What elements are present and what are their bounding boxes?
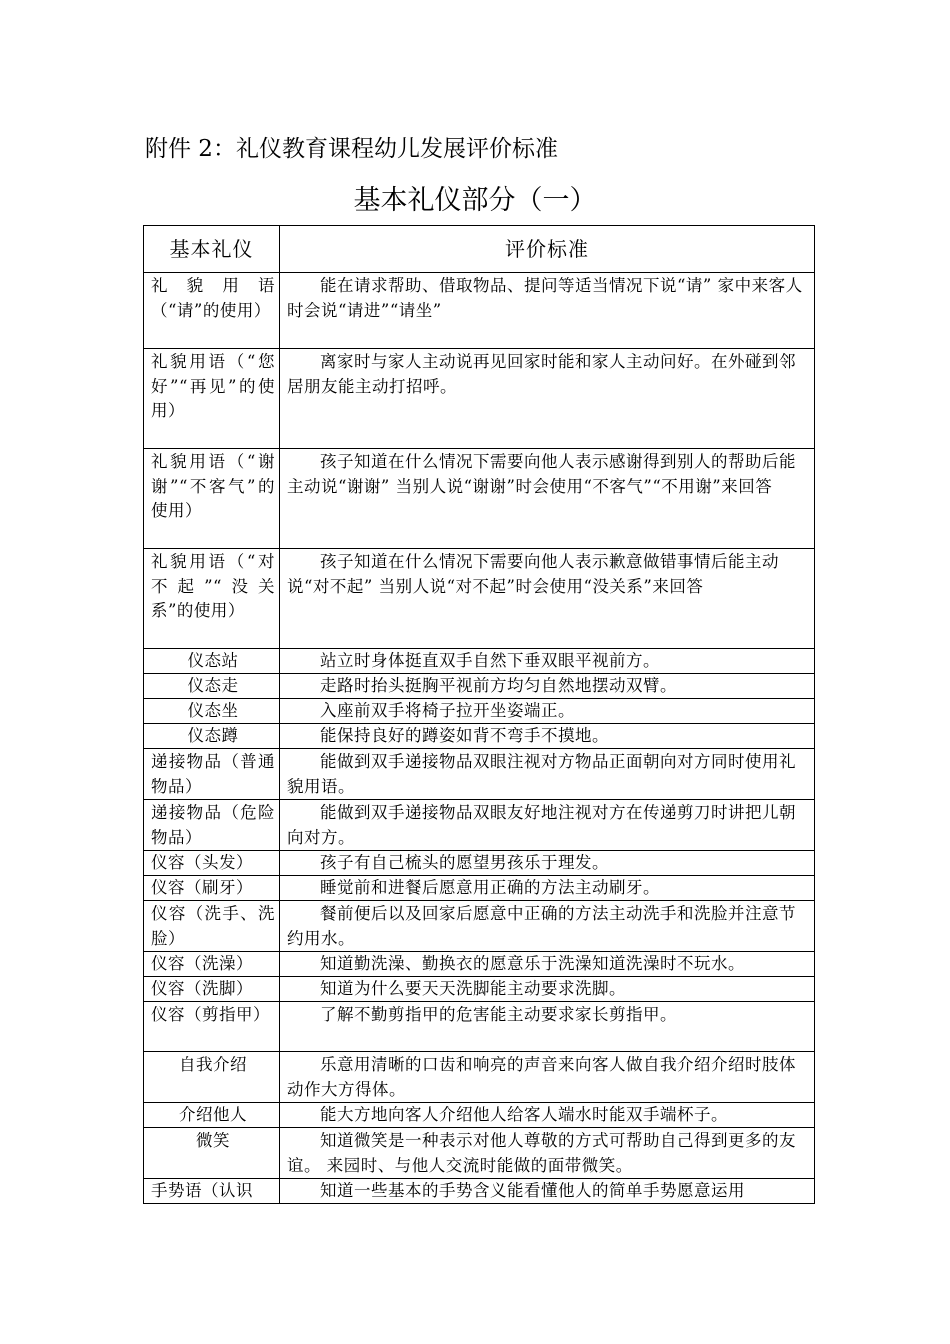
etiquette-item: 礼貌用语（“对不起”“没关系”的使用） bbox=[144, 549, 280, 649]
etiquette-item: 手势语（认识 bbox=[144, 1179, 280, 1204]
table-row bbox=[144, 449, 815, 549]
etiquette-item: 仪容（剪指甲） bbox=[144, 1002, 280, 1052]
etiquette-item: 仪态坐 bbox=[144, 699, 280, 724]
etiquette-item: 仪容（头发） bbox=[144, 851, 280, 876]
etiquette-item: 仪容（洗手、洗脸） bbox=[144, 901, 280, 952]
etiquette-item: 仪态走 bbox=[144, 674, 280, 699]
header-standard: 评价标准 bbox=[280, 226, 815, 273]
table-row bbox=[144, 273, 815, 349]
etiquette-item: 礼貌用语（“您好”“再见”的使用） bbox=[144, 349, 280, 449]
table-row bbox=[144, 1103, 815, 1128]
evaluation-standard: 走路时抬头挺胸平视前方均匀自然地摆动双臂。 bbox=[280, 674, 815, 699]
evaluation-standard: 知道微笑是一种表示对他人尊敬的方式可帮助自己得到更多的友谊。 来园时、与他人交流时能做的面带微笑。 bbox=[280, 1128, 815, 1179]
table-row bbox=[144, 851, 815, 876]
evaluation-standard: 入座前双手将椅子拉开坐姿端正。 bbox=[280, 699, 815, 724]
table-header-row bbox=[144, 226, 815, 273]
attachment-title: 附件 2：礼仪教育课程幼儿发展评价标准 bbox=[145, 136, 558, 162]
table-row bbox=[144, 977, 815, 1002]
evaluation-standard: 能保持良好的蹲姿如背不弯手不摸地。 bbox=[280, 724, 815, 749]
evaluation-standard: 孩子知道在什么情况下需要向他人表示感谢得到别人的帮助后能主动说“谢谢” 当别人说“谢谢”时会使用“不客气”“不用谢”来回答 bbox=[280, 449, 815, 549]
table-row bbox=[144, 674, 815, 699]
etiquette-item: 礼貌用语（“请”的使用） bbox=[144, 273, 280, 349]
evaluation-standard: 能在请求帮助、借取物品、提问等适当情况下说“请” 家中来客人时会说“请进”“请坐” bbox=[280, 273, 815, 349]
table-row bbox=[144, 1052, 815, 1103]
evaluation-standard: 餐前便后以及回家后愿意中正确的方法主动洗手和洗脸并注意节约用水。 bbox=[280, 901, 815, 952]
evaluation-standard: 离家时与家人主动说再见回家时能和家人主动问好。在外碰到邻居朋友能主动打招呼。 bbox=[280, 349, 815, 449]
table-row bbox=[144, 800, 815, 851]
evaluation-standard: 能做到双手递接物品双眼友好地注视对方在传递剪刀时讲把儿朝向对方。 bbox=[280, 800, 815, 851]
evaluation-standard: 孩子有自己梳头的愿望男孩乐于理发。 bbox=[280, 851, 815, 876]
etiquette-item: 仪态蹲 bbox=[144, 724, 280, 749]
table-row bbox=[144, 1002, 815, 1052]
evaluation-standard: 睡觉前和进餐后愿意用正确的方法主动刷牙。 bbox=[280, 876, 815, 901]
evaluation-standard: 孩子知道在什么情况下需要向他人表示歉意做错事情后能主动说“对不起” 当别人说“对不起”时会使用“没关系”来回答 bbox=[280, 549, 815, 649]
table-row bbox=[144, 749, 815, 800]
table-row bbox=[144, 724, 815, 749]
etiquette-item: 微笑 bbox=[144, 1128, 280, 1179]
etiquette-item: 递接物品（危险物品） bbox=[144, 800, 280, 851]
etiquette-item: 仪态站 bbox=[144, 649, 280, 674]
evaluation-standard: 知道为什么要天天洗脚能主动要求洗脚。 bbox=[280, 977, 815, 1002]
table-row bbox=[144, 349, 815, 449]
evaluation-standard: 能做到双手递接物品双眼注视对方物品正面朝向对方同时使用礼貌用语。 bbox=[280, 749, 815, 800]
evaluation-standard: 知道一些基本的手势含义能看懂他人的简单手势愿意运用 bbox=[280, 1179, 815, 1204]
table-row bbox=[144, 549, 815, 649]
evaluation-standard: 了解不勤剪指甲的危害能主动要求家长剪指甲。 bbox=[280, 1002, 815, 1052]
evaluation-standard: 能大方地向客人介绍他人给客人端水时能双手端杯子。 bbox=[280, 1103, 815, 1128]
table-row bbox=[144, 901, 815, 952]
table-row bbox=[144, 1179, 815, 1204]
etiquette-item: 递接物品（普通物品） bbox=[144, 749, 280, 800]
header-etiquette: 基本礼仪 bbox=[144, 226, 280, 273]
evaluation-standard: 乐意用清晰的口齿和响亮的声音来向客人做自我介绍介绍时肢体动作大方得体。 bbox=[280, 1052, 815, 1103]
table-row bbox=[144, 699, 815, 724]
evaluation-standard: 站立时身体挺直双手自然下垂双眼平视前方。 bbox=[280, 649, 815, 674]
etiquette-item: 仪容（刷牙） bbox=[144, 876, 280, 901]
etiquette-item: 介绍他人 bbox=[144, 1103, 280, 1128]
etiquette-item: 自我介绍 bbox=[144, 1052, 280, 1103]
table-row bbox=[144, 952, 815, 977]
section-title: 基本礼仪部分（一） bbox=[353, 185, 597, 216]
table-row bbox=[144, 1128, 815, 1179]
etiquette-item: 礼貌用语（“谢谢”“不客气”的使用） bbox=[144, 449, 280, 549]
etiquette-item: 仪容（洗脚） bbox=[144, 977, 280, 1002]
etiquette-item: 仪容（洗澡） bbox=[144, 952, 280, 977]
evaluation-table bbox=[143, 225, 815, 1204]
evaluation-standard: 知道勤洗澡、勤换衣的愿意乐于洗澡知道洗澡时不玩水。 bbox=[280, 952, 815, 977]
table-row bbox=[144, 876, 815, 901]
table-row bbox=[144, 649, 815, 674]
